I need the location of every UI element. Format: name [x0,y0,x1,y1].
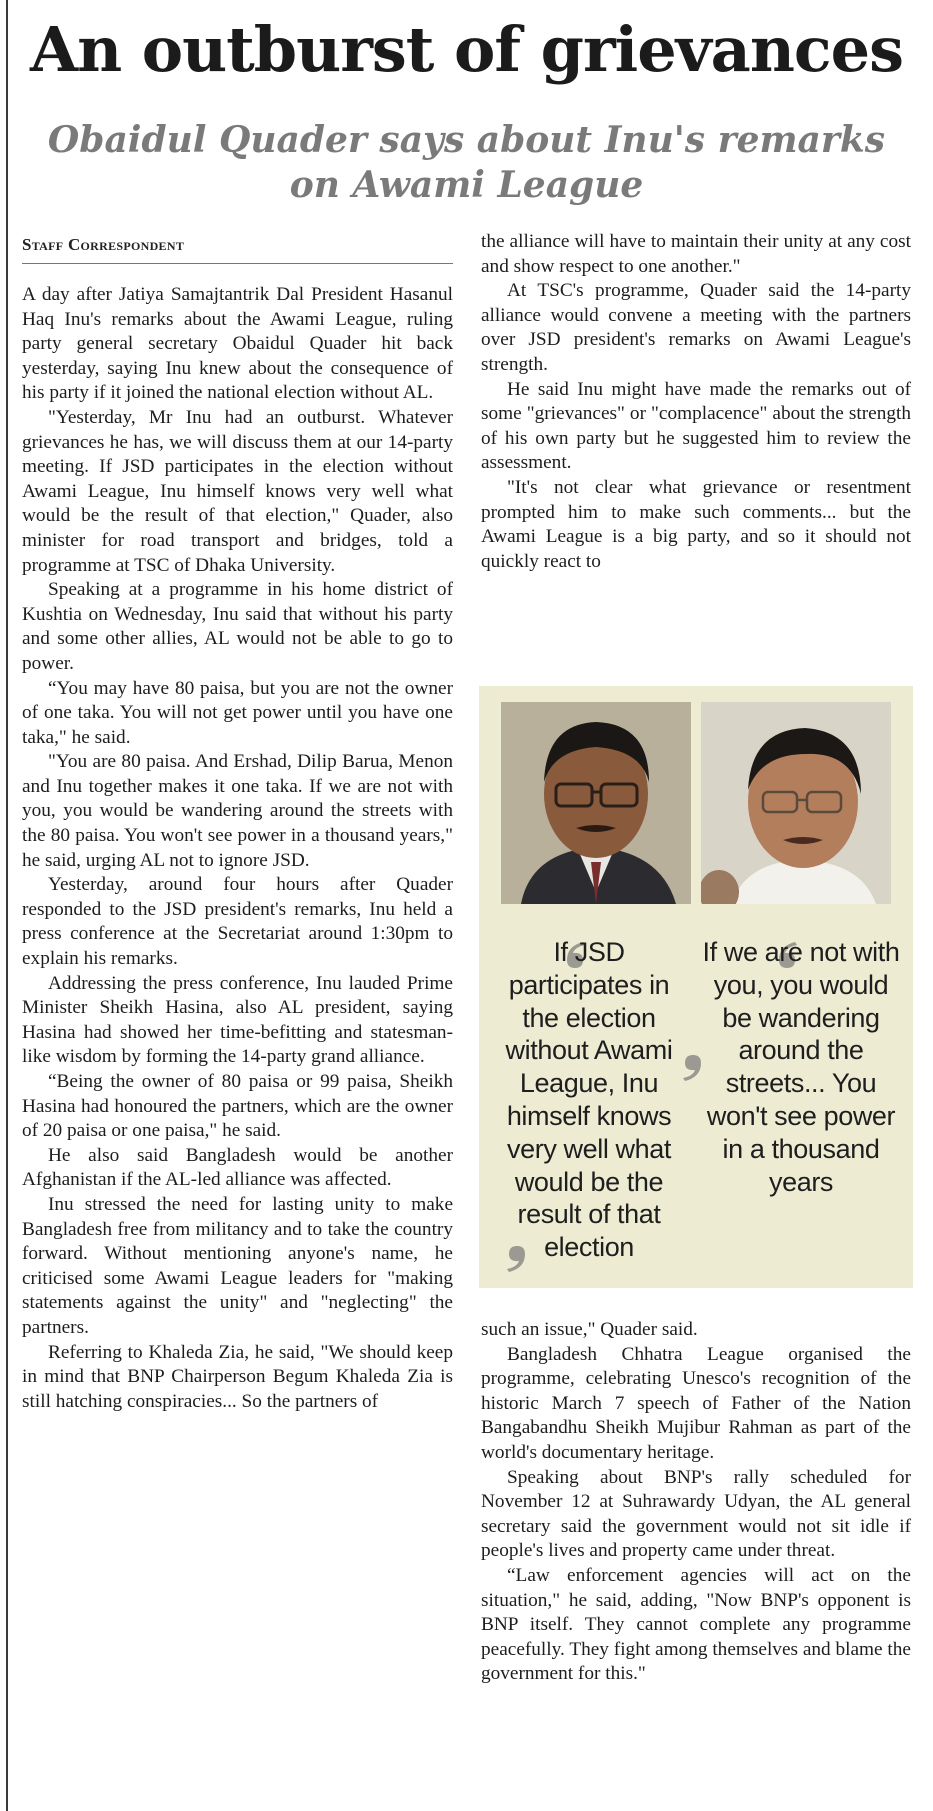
byline-divider [22,263,453,264]
pull-quote-right: If we are not with you, you would be wandering around the streets... You won't see power in a thousand years [702,937,900,1197]
paragraph: Speaking at a programme in his home district of Kushtia on Wednesday, Inu said that without his party and some other allies, AL would not be able to go to power. [22,579,453,674]
paragraph: At TSC's programme, Quader said the 14-party alliance would convene a meeting with the partners over JSD president's remarks on Awami League's strength. [481,280,911,375]
paragraph: “Law enforcement agencies will act on the situation," he said, adding, "Now BNP's opponent is BNP itself. They cannot complete any programme peacefully. They fight among themselves and blame the government for this." [481,1564,911,1685]
paragraph: "It's not clear what grievance or resentment prompted him to make such comments... but the Awami League is a big party, and so it should not quickly react to [481,476,911,572]
portrait-photo-inu [701,702,891,904]
paragraph: Inu stressed the need for lasting unity to make Bangladesh free from militancy and to take the country forward. Without mentioning anyone's name, he criticised some Awami League leaders for "making statements against the unity" and "neglecting" the partners. [22,1193,453,1338]
portrait-illustration [501,702,691,904]
paragraph: Referring to Khaleda Zia, he said, "We should keep in mind that BNP Chairperson Begum Khaleda Zia is still hatching conspiracies... So the partners of [22,1341,453,1412]
subheadline: Obaidul Quader says about Inu's remarks on Awami League [47,119,886,206]
byline [22,235,184,255]
paragraph: "Yesterday, Mr Inu had an outburst. Whatever grievances he has, we will discuss them at our 14-party meeting. If JSD participates in the election without Awami League, Inu himself knows very well what would be the result of that election," Quader, also minister for road transport and bridges, told a programme at TSC of Dhaka University. [22,406,453,576]
left-column [22,283,453,1414]
paragraph: the alliance will have to maintain their unity at any cost and show respect to one another." [481,231,911,277]
paragraph: Yesterday, around four hours after Quader responded to the JSD president's remarks, Inu held a press conference at the Secretariat around 1:30pm to explain his remarks. [22,874,453,970]
pull-quote-left: If JSD participates in the election without Awami League, Inu himself knows very well what would be the result of that election [505,937,673,1263]
column-rule [6,0,8,1811]
portrait-illustration [701,702,891,904]
byline-text: Staff Correspondent [22,235,185,254]
paragraph: Addressing the press conference, Inu lauded Prime Minister Sheikh Hasina, also AL president, saying Hasina had showed her time-befitting and statesman-like wisdom by forming the 14-party grand alliance. [22,972,453,1068]
paragraph: A day after Jatiya Samajtantrik Dal President Hasanul Haq Inu's remarks about the Awami League, ruling party general secretary Obaidul Quader hit back yesterday, saying Inu knew about the consequence of his party if it joined the national election without AL. [22,284,453,404]
portrait-photo-quader [501,702,691,904]
paragraph: “You may have 80 paisa, but you are not the owner of one taka. You will not get power until you have one taka," he said. [22,677,453,748]
paragraph: He said Inu might have made the remarks out of some "grievances" or "complacence" about the strength of his own party but he suggested him to review the assessment. [481,378,911,474]
right-column-bottom [481,1318,911,1687]
paragraph: “Being the owner of 80 paisa or 99 paisa, Sheikh Hasina had honoured the partners, which are the owner of 20 paisa or one paisa," he said. [22,1071,453,1142]
paragraph: Bangladesh Chhatra League organised the programme, celebrating Unesco's recognition of the historic March 7 speech of Father of the Nation Bangabandhu Sheikh Mujibur Rahman as part of the world's documentary heritage. [481,1343,911,1463]
right-column-top [481,230,911,574]
paragraph: such an issue," Quader said. [481,1319,698,1340]
headline: An outburst of grievances [29,13,904,86]
paragraph: He also said Bangladesh would be another Afghanistan if the AL-led alliance was affected. [22,1144,453,1191]
paragraph: "You are 80 paisa. And Ershad, Dilip Barua, Menon and Inu together makes it one taka. If we are not with you, you would be wandering around the streets with the 80 paisa. You won't see power in a thousand years," he said, urging AL not to ignore JSD. [22,751,453,871]
pull-quote-box [479,686,913,1288]
paragraph: Speaking about BNP's rally scheduled for November 12 at Suhrawardy Udyan, the AL general secretary said the government would not sit idle if people's lives and property came under threat. [481,1466,911,1562]
quote-close-icon [501,1242,531,1276]
quote-close-icon [677,1051,707,1085]
